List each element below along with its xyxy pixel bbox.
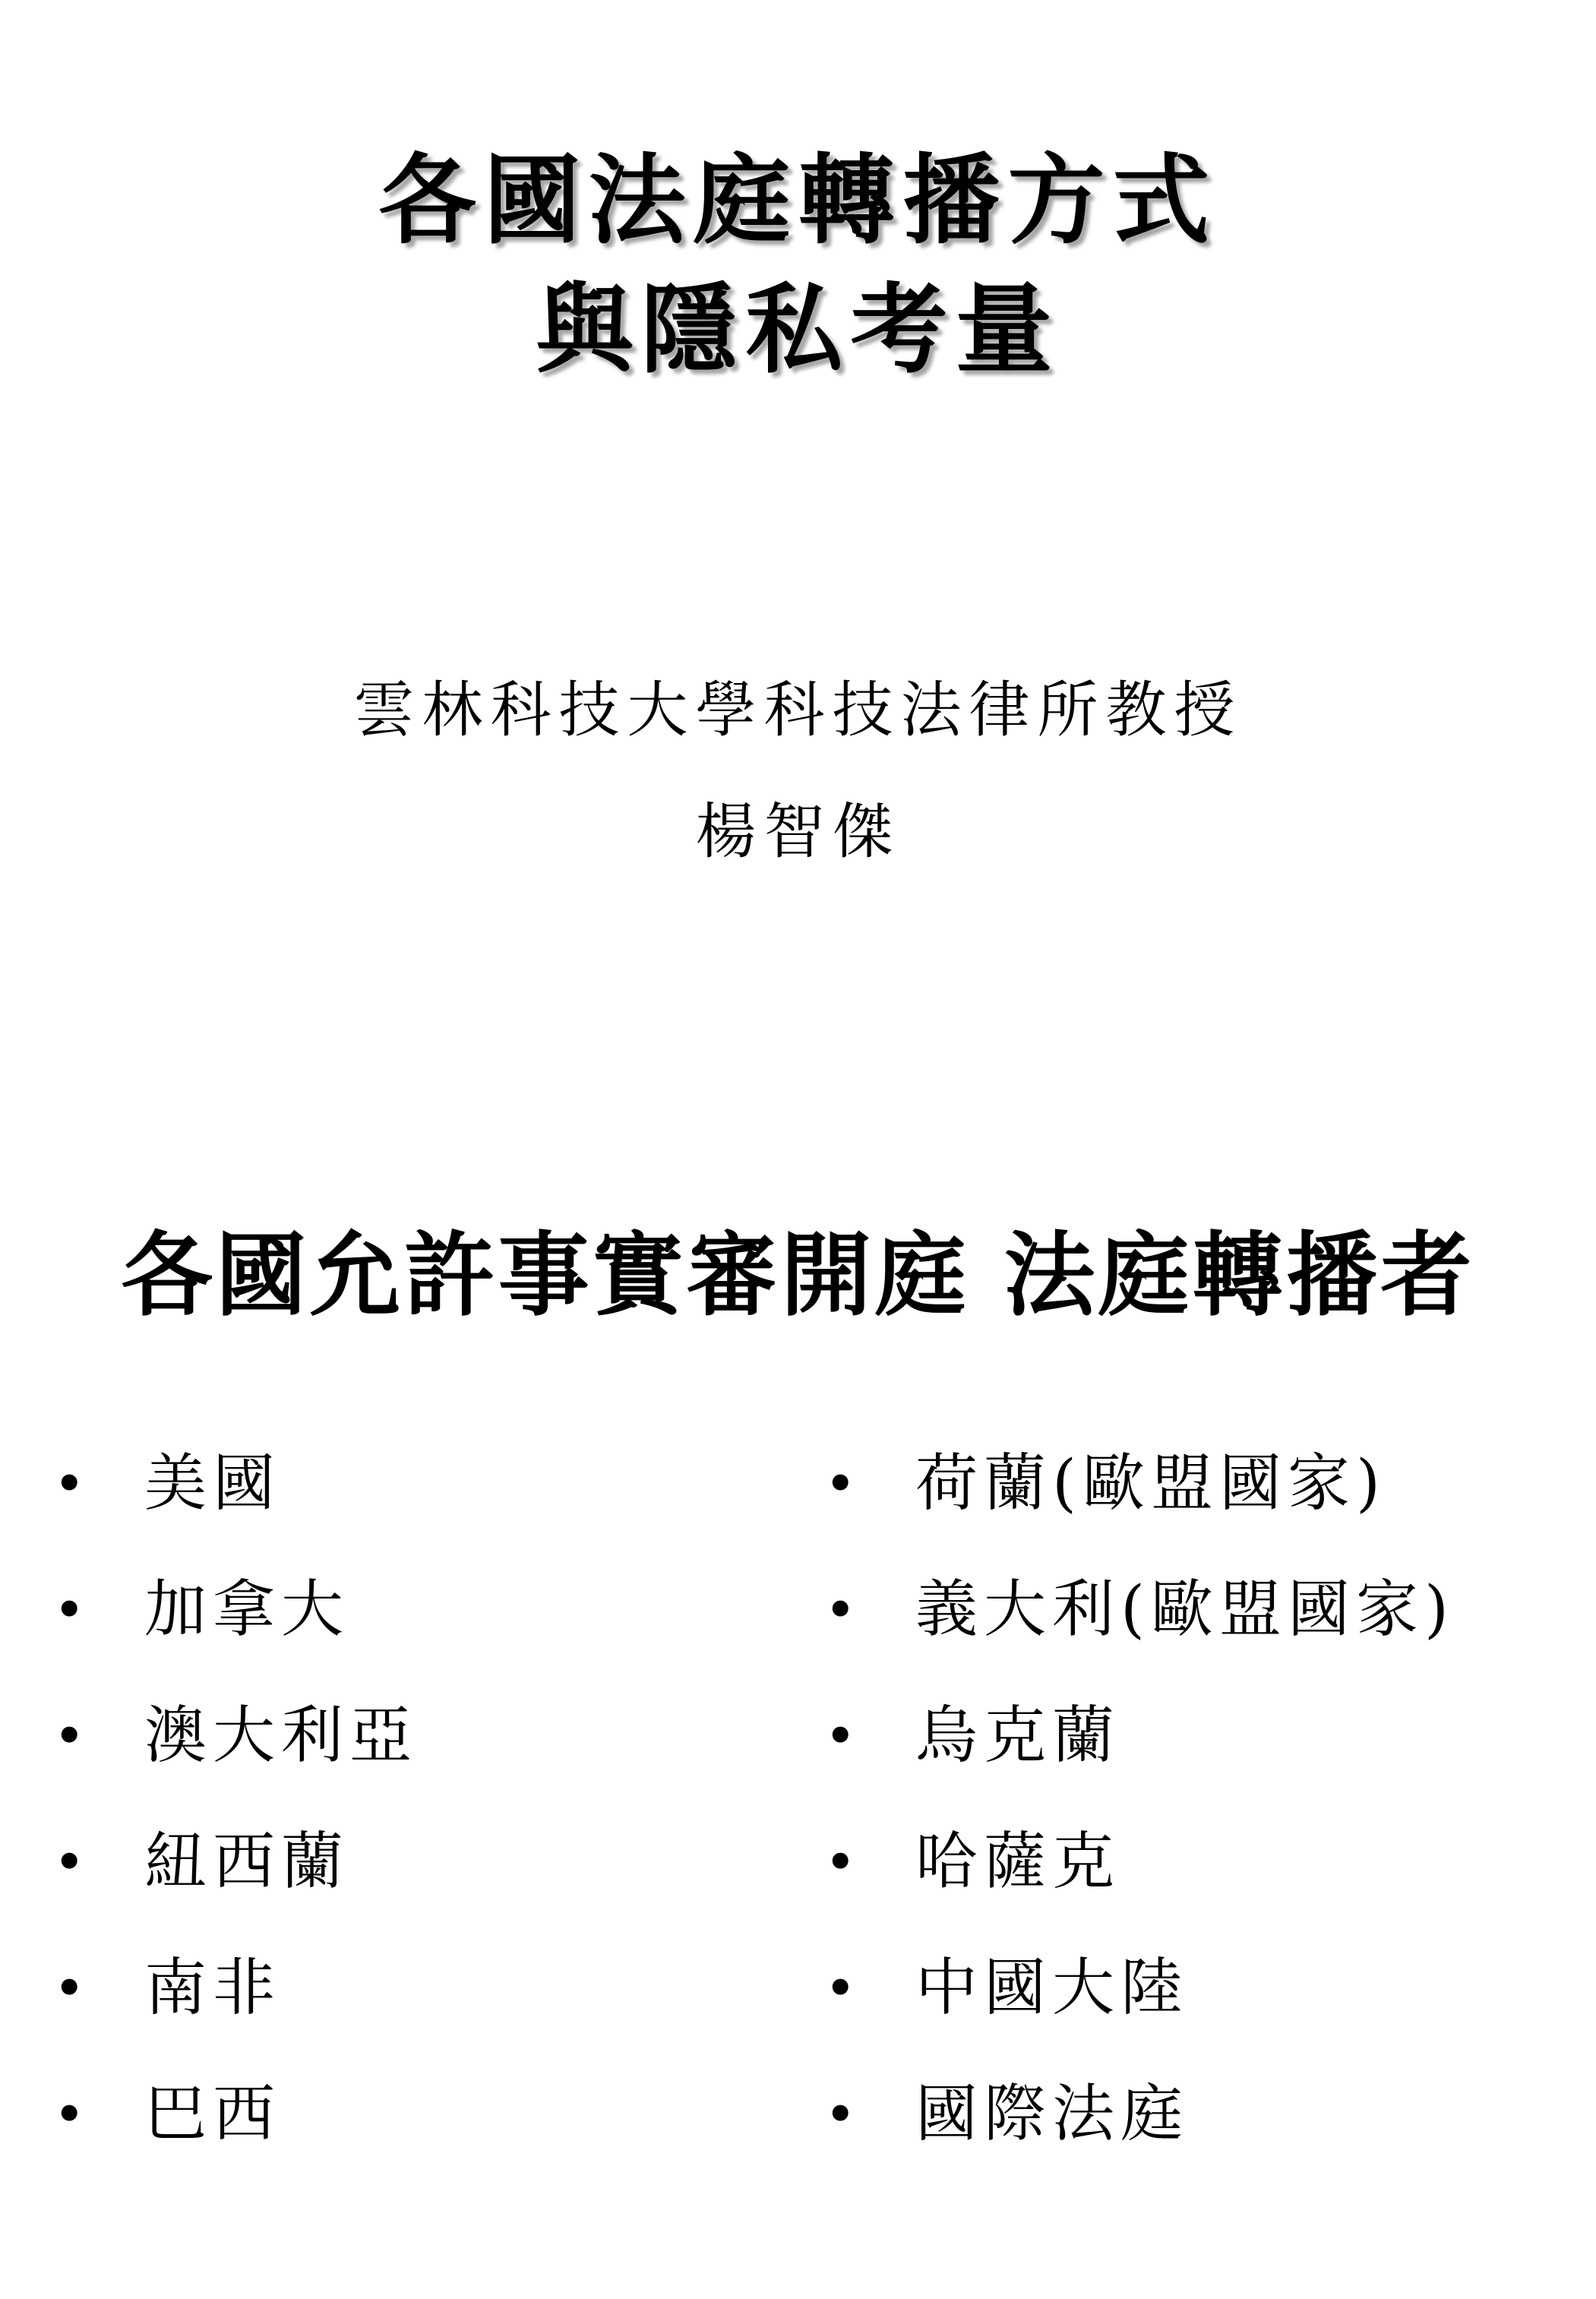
- bullet-icon: •: [53, 1704, 86, 1768]
- country-list-right: [824, 1421, 1455, 2177]
- list-item-label: 烏克蘭: [915, 1700, 1121, 1772]
- bullet-icon: •: [53, 1578, 86, 1642]
- country-list-left: [53, 1421, 418, 2177]
- list-item-label: 澳大利亞: [144, 1700, 419, 1772]
- bullet-icon: •: [824, 2082, 857, 2146]
- list-item-label: 巴西: [144, 2078, 282, 2150]
- bullet-icon: •: [53, 1956, 86, 2020]
- author-affiliation: 雲林科技大學科技法律所教授: [353, 675, 1243, 745]
- document-title: [0, 137, 1596, 395]
- bullet-icon: •: [824, 1704, 857, 1768]
- list-item: [824, 1673, 1455, 1799]
- list-item: [824, 1547, 1455, 1673]
- bullet-icon: •: [824, 1956, 857, 2020]
- bullet-icon: •: [53, 1830, 86, 1894]
- author-name: 楊智傑: [695, 796, 901, 867]
- author-block: [0, 669, 1596, 874]
- list-item: [824, 1925, 1455, 2051]
- list-item-label: 加拿大: [144, 1573, 350, 1646]
- bullet-icon: •: [824, 1830, 857, 1894]
- list-item-label: 美國: [144, 1447, 282, 1519]
- list-item-label: 哈薩克: [915, 1826, 1121, 1898]
- list-item-label: 荷蘭(歐盟國家): [915, 1447, 1386, 1519]
- section-heading: 各國允許事實審開庭 法庭轉播者: [121, 1223, 1475, 1329]
- bullet-icon: •: [824, 1578, 857, 1642]
- list-item: [824, 1421, 1455, 1547]
- title-line-2: 與隱私考量: [536, 274, 1060, 387]
- title-line-1: 各國法庭轉播方式: [378, 144, 1218, 258]
- list-item-label: 中國大陸: [915, 1952, 1190, 2024]
- list-item: [53, 1547, 418, 1673]
- list-item: [824, 1799, 1455, 1925]
- list-item-label: 紐西蘭: [144, 1826, 350, 1898]
- list-item: [53, 1421, 418, 1547]
- list-item-label: 南非: [144, 1952, 282, 2024]
- bullet-icon: •: [53, 2082, 86, 2146]
- list-item: [53, 1673, 418, 1799]
- list-item-label: 國際法庭: [915, 2078, 1190, 2150]
- list-item: [53, 1925, 418, 2051]
- list-item: [824, 2051, 1455, 2177]
- list-item: [53, 2051, 418, 2177]
- list-item: [53, 1799, 418, 1925]
- list-item-label: 義大利(歐盟國家): [915, 1573, 1455, 1646]
- bullet-icon: •: [53, 1452, 86, 1516]
- bullet-icon: •: [824, 1452, 857, 1516]
